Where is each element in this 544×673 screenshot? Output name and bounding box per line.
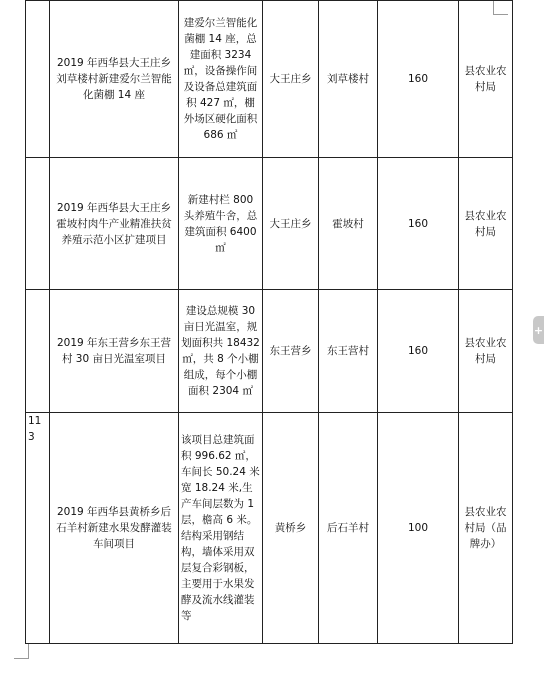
table-row — [26, 290, 513, 413]
project-name: 2019 年西华县大王庄乡刘草楼村新建爱尔兰智能化菌棚 14 座 — [50, 1, 179, 158]
plus-icon: + — [533, 323, 544, 337]
responsible-unit: 县农业农村局 — [459, 1, 513, 158]
project-content: 该项目总建筑面积 996.62 ㎡，车间长 50.24 米宽 18.24 米,生产车间层数为 1 层，檐高 6 米。结构采用钢结构，墙体采用双层复合彩钢板，主要用于水果发酵及流水线灌装等 — [179, 413, 263, 644]
village: 霍坡村 — [319, 158, 378, 290]
village: 后石羊村 — [319, 413, 378, 644]
village: 东王营村 — [319, 290, 378, 413]
fund-amount: 100 — [378, 413, 459, 644]
project-table — [25, 0, 513, 644]
project-name: 2019 年西华县黄桥乡后石羊村新建水果发酵灌装车间项目 — [50, 413, 179, 644]
row-number — [26, 290, 50, 413]
fund-amount: 160 — [378, 1, 459, 158]
project-content: 建设总规模 30 亩日光温室，规划面积共 18432 ㎡，共 8 个小棚组成，每个小棚面积 2304 ㎡ — [179, 290, 263, 413]
page-corner-mark — [14, 644, 29, 659]
table-row — [26, 1, 513, 158]
expand-handle[interactable] — [533, 316, 544, 344]
project-name: 2019 年西华县大王庄乡霍坡村肉牛产业精准扶贫养殖示范小区扩建项目 — [50, 158, 179, 290]
township: 大王庄乡 — [263, 158, 319, 290]
fund-amount: 160 — [378, 290, 459, 413]
row-number — [26, 158, 50, 290]
project-name: 2019 年东王营乡东王营村 30 亩日光温室项目 — [50, 290, 179, 413]
row-number: 113 — [26, 413, 50, 644]
township: 黄桥乡 — [263, 413, 319, 644]
fund-amount: 160 — [378, 158, 459, 290]
project-content: 新建村栏 800 头养殖牛舍，总建筑面积 6400 ㎡ — [179, 158, 263, 290]
row-number — [26, 1, 50, 158]
township: 大王庄乡 — [263, 1, 319, 158]
responsible-unit: 县农业农村局 — [459, 290, 513, 413]
township: 东王营乡 — [263, 290, 319, 413]
project-content: 建爱尔兰智能化菌棚 14 座，总建面积 3234 ㎡，设备操作间及设备总建筑面积 427 ㎡，棚外场区硬化面积 686 ㎡ — [179, 1, 263, 158]
responsible-unit: 县农业农村局 — [459, 158, 513, 290]
responsible-unit: 县农业农村局（品牌办） — [459, 413, 513, 644]
table-row — [26, 413, 513, 644]
table-row — [26, 158, 513, 290]
village: 刘草楼村 — [319, 1, 378, 158]
